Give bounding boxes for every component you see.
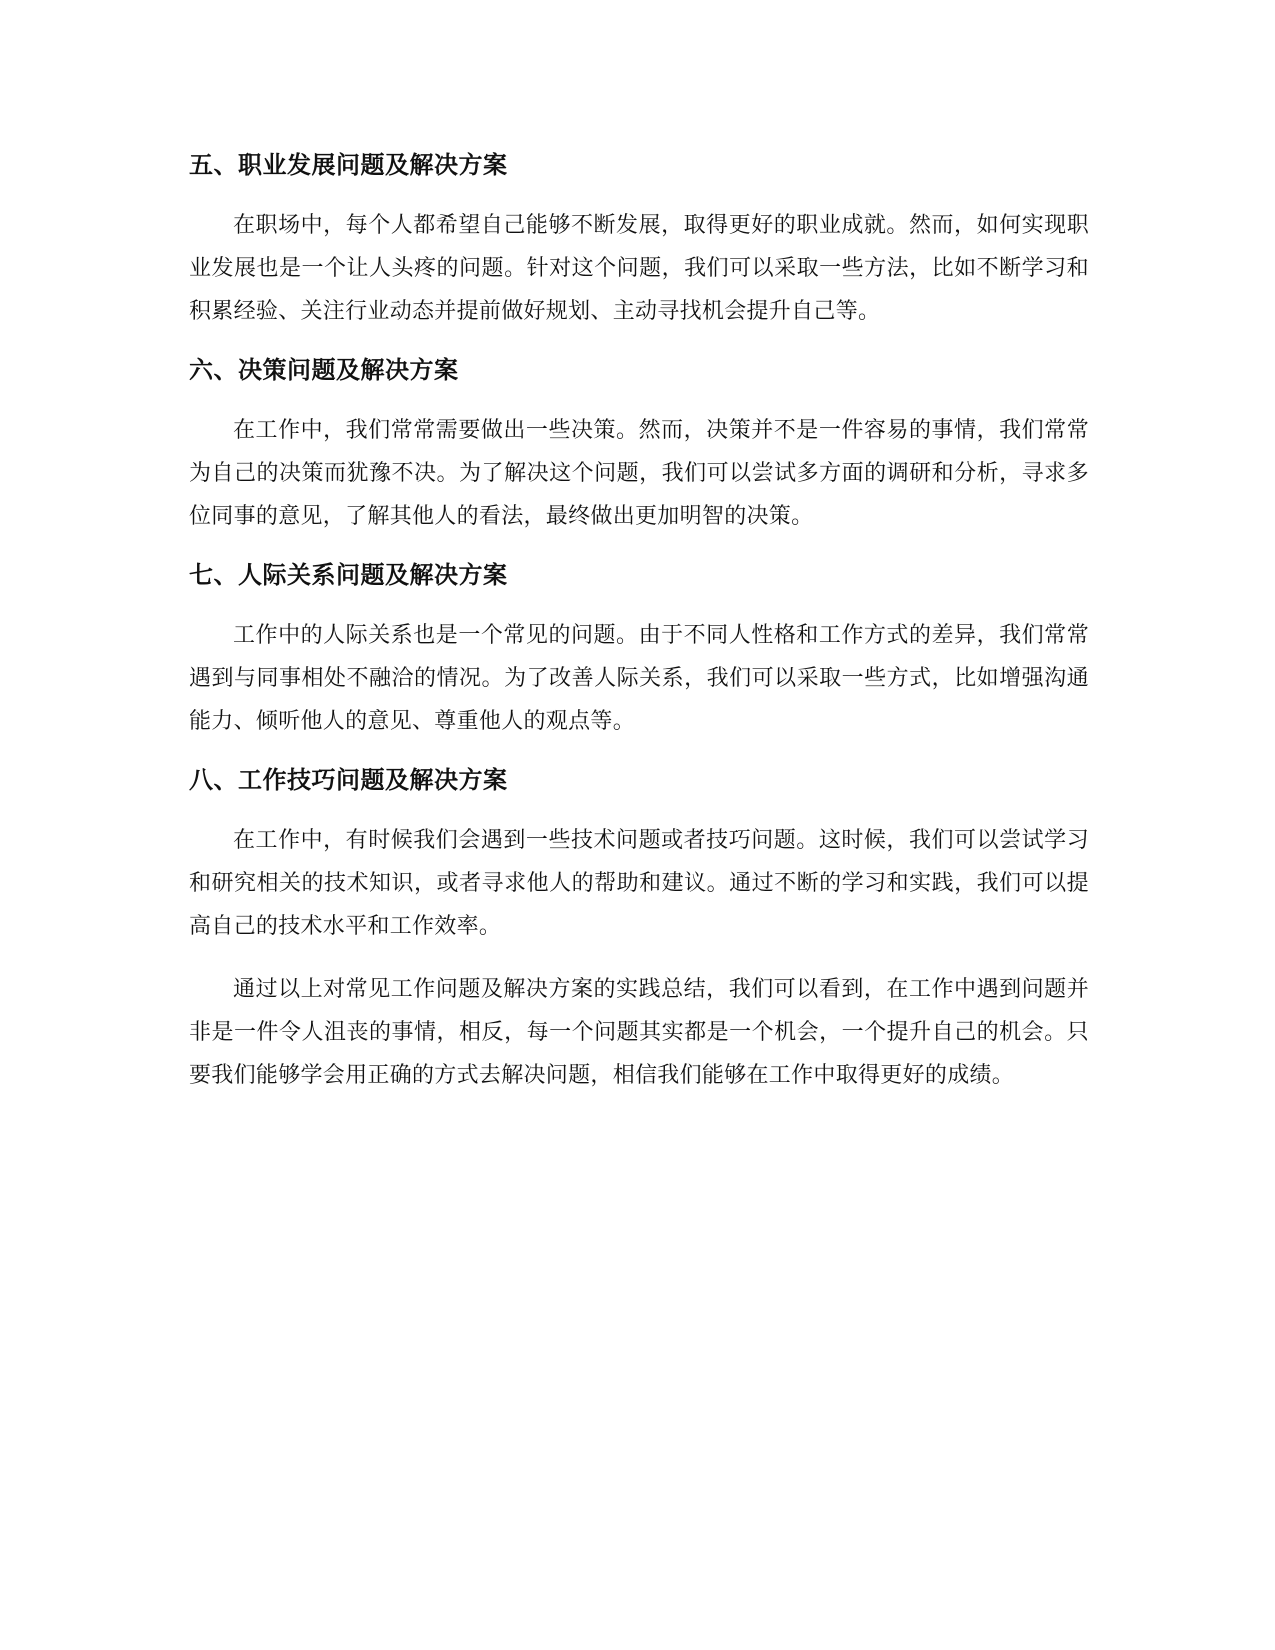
section-heading-relationships: 七、人际关系问题及解决方案 (189, 561, 508, 589)
section-heading-skills: 八、工作技巧问题及解决方案 (189, 766, 508, 794)
section-paragraph-career: 在职场中，每个人都希望自己能够不断发展，取得更好的职业成就。然而，如何实现职业发展也是一个让人头疼的问题。针对这个问题，我们可以采取一些方法，比如不断学习和积累经验、关注行业动态并提前做好规划、主动寻找机会提升自己等。 (189, 213, 1089, 324)
section-heading-decision: 六、决策问题及解决方案 (189, 356, 459, 384)
section-heading-career: 五、职业发展问题及解决方案 (189, 151, 508, 179)
section-paragraph-skills: 在工作中，有时候我们会遇到一些技术问题或者技巧问题。这时候，我们可以尝试学习和研究相关的技术知识，或者寻求他人的帮助和建议。通过不断的学习和实践，我们可以提高自己的技术水平和工作效率。 (189, 828, 1089, 939)
conclusion-paragraph: 通过以上对常见工作问题及解决方案的实践总结，我们可以看到，在工作中遇到问题并非是一件令人沮丧的事情，相反，每一个问题其实都是一个机会，一个提升自己的机会。只要我们能够学会用正确的方式去解决问题，相信我们能够在工作中取得更好的成绩。 (189, 977, 1089, 1088)
section-paragraph-decision: 在工作中，我们常常需要做出一些决策。然而，决策并不是一件容易的事情，我们常常为自己的决策而犹豫不决。为了解决这个问题，我们可以尝试多方面的调研和分析，寻求多位同事的意见，了解其他人的看法，最终做出更加明智的决策。 (189, 418, 1089, 529)
document-body (189, 148, 1089, 1117)
section-paragraph-relationships: 工作中的人际关系也是一个常见的问题。由于不同人性格和工作方式的差异，我们常常遇到与同事相处不融洽的情况。为了改善人际关系，我们可以采取一些方式，比如增强沟通能力、倾听他人的意见、尊重他人的观点等。 (189, 623, 1089, 734)
